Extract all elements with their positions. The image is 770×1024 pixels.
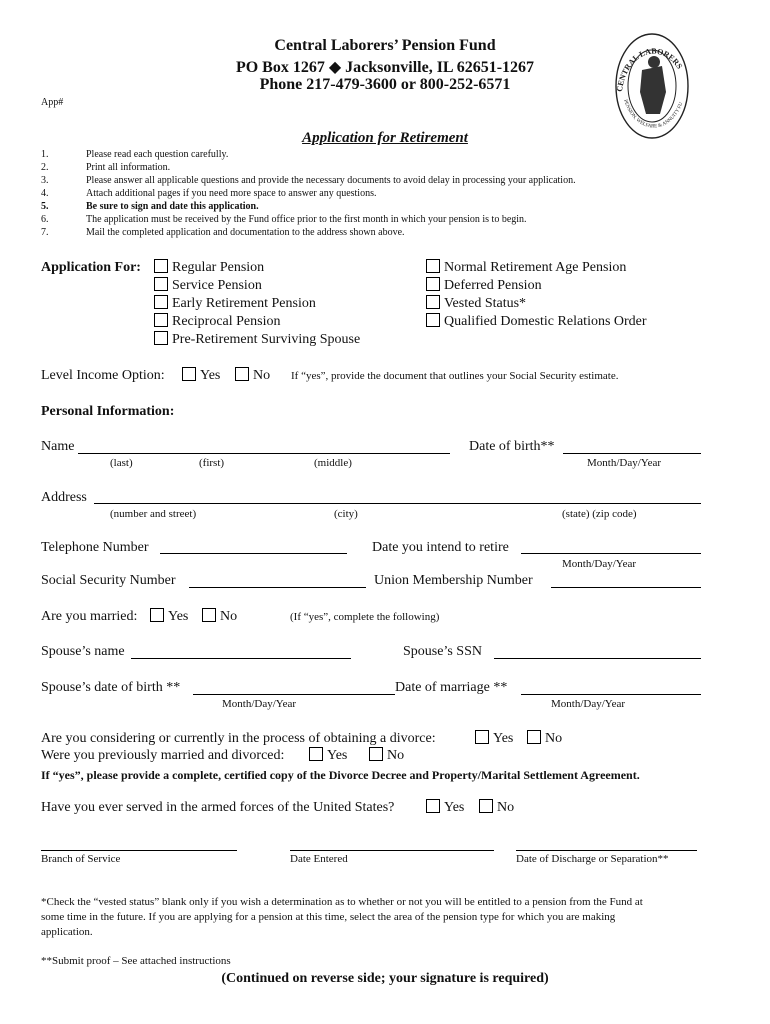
discharge-input-line[interactable] [516,850,697,851]
divorce-q1-label: Are you considering or currently in the process of obtaining a divorce: [41,731,436,746]
military-question: Have you ever served in the armed forces of the United States? [41,800,395,815]
option-deferred-pension[interactable]: Deferred Pension [426,277,542,294]
fund-address: PO Box 1267 ◆ Jacksonville, IL 62651-1267 [235,59,535,76]
checkbox[interactable] [182,367,196,381]
form-title: Application for Retirement [302,130,468,146]
checkbox[interactable] [426,799,440,813]
retire-date-input-line[interactable] [521,553,701,554]
discharge-caption: Date of Discharge or Separation** [516,853,669,865]
spouse-ssn-input-line[interactable] [494,658,701,659]
divorce-note: If “yes”, please provide a complete, certified copy of the Divorce Decree and Property/Marital Settlement Agreement. [41,768,640,782]
divorce-q2-label: Were you previously married and divorced: [41,748,285,763]
checkbox[interactable] [527,730,541,744]
spouse-name-label: Spouse’s name [41,644,125,659]
union-number-input-line[interactable] [551,587,701,588]
continued-note: (Continued on reverse side; your signature is required) [221,971,549,986]
fund-name: Central Laborers’ Pension Fund [274,37,496,54]
option-regular-pension[interactable]: Regular Pension [154,259,264,276]
spouse-dob-input-line[interactable] [193,694,395,695]
checkbox[interactable] [235,367,249,381]
checkbox[interactable] [154,259,168,273]
checkbox[interactable] [154,331,168,345]
retire-date-caption: Month/Day/Year [562,558,637,570]
spouse-dob-caption: Month/Day/Year [222,698,297,710]
divorce-q1-no[interactable]: No [527,730,562,747]
married-label: Are you married: [41,609,138,624]
option-pre-retirement-surviving-spouse[interactable]: Pre-Retirement Surviving Spouse [154,331,360,348]
address-label: Address [41,490,87,505]
dob-caption: Month/Day/Year [587,457,662,469]
checkbox[interactable] [202,608,216,622]
military-no[interactable]: No [479,799,514,816]
seal-text-bottom: PENSION, WELFARE & ANNUITY FU [622,99,685,130]
option-vested-status[interactable]: Vested Status* [426,295,526,312]
marriage-date-label: Date of marriage ** [395,680,508,695]
vested-footnote-line1: *Check the “vested status” blank only if you wish a determination as to whether or not you will be entitled to a pension from the Fund at [41,896,643,908]
checkbox[interactable] [426,295,440,309]
dob-input-line[interactable] [563,453,701,454]
dob-label: Date of birth** [469,439,555,454]
address-city-caption: (city) [334,508,358,520]
option-qdro[interactable]: Qualified Domestic Relations Order [426,313,647,330]
ssn-input-line[interactable] [189,587,366,588]
instruction-item: 4. Attach additional pages if you need more space to answer any questions. [41,188,377,199]
retire-date-label: Date you intend to retire [372,540,509,555]
level-income-note: If “yes”, provide the document that outlines your Social Security estimate. [291,370,619,382]
name-middle-caption: (middle) [314,457,352,469]
checkbox[interactable] [154,277,168,291]
checkbox[interactable] [426,277,440,291]
option-reciprocal-pension[interactable]: Reciprocal Pension [154,313,280,330]
checkbox[interactable] [150,608,164,622]
spouse-name-input-line[interactable] [131,658,351,659]
proof-footnote: **Submit proof – See attached instructions [41,955,231,967]
married-yes[interactable]: Yes [150,608,188,625]
instruction-item: 1. Please read each question carefully. [41,149,229,160]
telephone-input-line[interactable] [160,553,347,554]
vested-footnote-line3: application. [41,926,93,938]
option-service-pension[interactable]: Service Pension [154,277,262,294]
level-income-no[interactable]: No [235,367,270,384]
fund-phone: Phone 217-479-3600 or 800-252-6571 [259,76,511,93]
checkbox[interactable] [369,747,383,761]
union-number-label: Union Membership Number [374,573,533,588]
name-label: Name [41,439,75,454]
checkbox[interactable] [154,295,168,309]
vested-footnote-line2: some time in the future. If you are applying for a pension at this time, select the area of the pension type for which you are making [41,911,616,923]
divorce-q2-no[interactable]: No [369,747,404,764]
branch-caption: Branch of Service [41,853,121,865]
marriage-date-caption: Month/Day/Year [551,698,626,710]
app-number-label: App# [41,97,64,108]
option-early-retirement-pension[interactable]: Early Retirement Pension [154,295,316,312]
military-yes[interactable]: Yes [426,799,464,816]
checkbox[interactable] [426,259,440,273]
checkbox[interactable] [426,313,440,327]
instruction-item: 2. Print all information. [41,162,171,173]
personal-info-heading: Personal Information: [41,404,175,419]
checkbox[interactable] [479,799,493,813]
marriage-date-input-line[interactable] [521,694,701,695]
married-note: (If “yes”, complete the following) [290,611,440,623]
spouse-dob-label: Spouse’s date of birth ** [41,680,181,695]
telephone-label: Telephone Number [41,540,149,555]
spouse-ssn-label: Spouse’s SSN [403,644,482,659]
application-for-label: Application For: [41,260,141,275]
name-last-caption: (last) [110,457,133,469]
name-first-caption: (first) [199,457,225,469]
level-income-yes[interactable]: Yes [182,367,220,384]
instruction-item: 5. Be sure to sign and date this application. [41,201,259,212]
level-income-label: Level Income Option: [41,368,165,383]
checkbox[interactable] [309,747,323,761]
branch-input-line[interactable] [41,850,237,851]
address-input-line[interactable] [94,503,701,504]
instruction-item: 6. The application must be received by the Fund office prior to the first month in which your pension is to begin. [41,214,527,225]
instruction-item: 7. Mail the completed application and documentation to the address shown above. [41,227,405,238]
address-street-caption: (number and street) [110,508,197,520]
divorce-q2-yes[interactable]: Yes [309,747,347,764]
address-state-zip-caption: (state) (zip code) [562,508,637,520]
checkbox[interactable] [475,730,489,744]
fund-seal-logo [612,22,692,142]
checkbox[interactable] [154,313,168,327]
name-input-line[interactable] [78,453,450,454]
married-no[interactable]: No [202,608,237,625]
divorce-q1-yes[interactable]: Yes [475,730,513,747]
instruction-item: 3. Please answer all applicable questions and provide the necessary documents to avoid delay in processing your application. [41,175,576,186]
entered-input-line[interactable] [290,850,494,851]
option-normal-retirement-age-pension[interactable]: Normal Retirement Age Pension [426,259,626,276]
ssn-label: Social Security Number [41,573,176,588]
seal-text-top: CENTRAL LABORERS [614,46,685,93]
entered-caption: Date Entered [290,853,348,865]
